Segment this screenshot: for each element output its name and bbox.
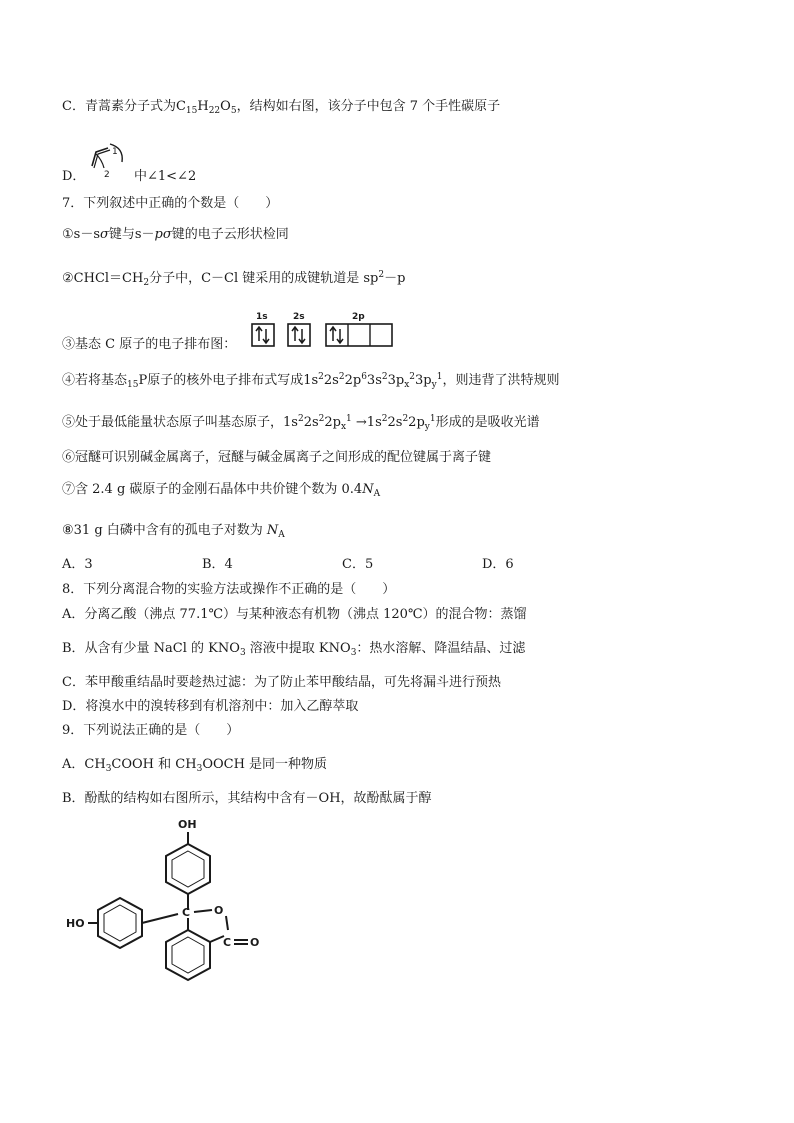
q7-statement-5: ⑤处于最低能量状态原子叫基态原子，$1s^22s^22p_x^1 \to 1s^22s^22p_y^1$形成的是吸收光谱 bbox=[62, 414, 540, 432]
q7-choice-b: B．4 bbox=[202, 557, 233, 572]
q9-option-a: A．$CH_3COOH$ 和 $CH_3OOCH$ 是同一种物质 bbox=[62, 757, 328, 774]
q7-statement-3: ③基态 C 原子的电子排布图： bbox=[62, 337, 237, 352]
phenolphthalein-structure bbox=[60, 812, 290, 992]
orbital-label-1s: 1s bbox=[256, 312, 268, 322]
q7-statement-8: ⑧31 g 白磷中含有的孤电子对数为 $N_A$ bbox=[62, 523, 285, 540]
q9-option-b: B．酚酞的结构如右图所示，其结构中含有－OH，故酚酞属于醇 bbox=[62, 791, 432, 806]
q8-option-c: C．苯甲酸重结晶时要趁热过滤：为了防止苯甲酸结晶，可先将漏斗进行预热 bbox=[62, 675, 501, 690]
q8-option-a: A．分离乙酸（沸点 77.1℃）与某种液态有机物（沸点 120℃）的混合物：蒸馏 bbox=[62, 607, 527, 622]
option-d-prefix: D． bbox=[62, 169, 86, 184]
q7-statement-7: ⑦含 2.4 g 碳原子的金刚石晶体中共价键个数为 $0.4N_A$ bbox=[62, 482, 381, 499]
q8-stem: 8．下列分离混合物的实验方法或操作不正确的是（ ） bbox=[62, 582, 396, 597]
label-oh-top: OH bbox=[178, 818, 197, 831]
q7-statement-4: ④若将基态$_{15}$P原子的核外电子排布式写成$1s^22s^22p^63s^23p_x^23p_y^1$，则违背了洪特规则 bbox=[62, 372, 560, 390]
q7-statement-6: ⑥冠醚可识别碱金属离子，冠醚与碱金属离子之间形成的配位键属于离子键 bbox=[62, 450, 492, 465]
orbital-label-2s: 2s bbox=[293, 312, 305, 322]
q9-stem: 9．下列说法正确的是（ ） bbox=[62, 723, 240, 738]
q6-option-c: C．青蒿素分子式为$C_{15}H_{22}O_5$，结构如右图，该分子中包含 7 个手性碳原子 bbox=[62, 99, 501, 116]
q7-choice-d: D．6 bbox=[482, 557, 514, 572]
q6-option-d bbox=[62, 168, 85, 186]
option-d-text: 中∠1<∠2 bbox=[134, 169, 197, 184]
q8-option-b: B．从含有少量 NaCl 的 $KNO_3$ 溶液中提取 $KNO_3$：热水溶解、降温结晶、过滤 bbox=[62, 641, 526, 658]
label-c-center: C bbox=[182, 906, 191, 919]
label-c-carbonyl: C bbox=[223, 936, 232, 949]
orbital-diagram bbox=[248, 310, 398, 352]
orbital-label-2p: 2p bbox=[352, 312, 365, 322]
q8-option-d: D．将溴水中的溴转移到有机溶剂中：加入乙醇萃取 bbox=[62, 699, 359, 714]
label-o-ring: O bbox=[214, 904, 224, 917]
q7-choice-a: A．3 bbox=[62, 557, 93, 572]
q7-statement-2: $②CHCl=CH_2$分子中，C－Cl 键采用的成键轨道是 $sp^2-p$ bbox=[62, 270, 406, 288]
angle-label-2: 2 bbox=[104, 170, 110, 180]
q7-statement-1: ①s－sσ键与s－pσ键的电子云形状检同 bbox=[62, 227, 289, 242]
label-ho-left: HO bbox=[66, 917, 85, 930]
q7-choice-c: C．5 bbox=[342, 557, 374, 572]
label-o-carbonyl: O bbox=[250, 936, 260, 949]
angle-label-1: 1 bbox=[112, 147, 118, 157]
angle-figure bbox=[86, 138, 132, 180]
q7-stem: 7．下列叙述中正确的个数是（ ） bbox=[62, 196, 279, 211]
